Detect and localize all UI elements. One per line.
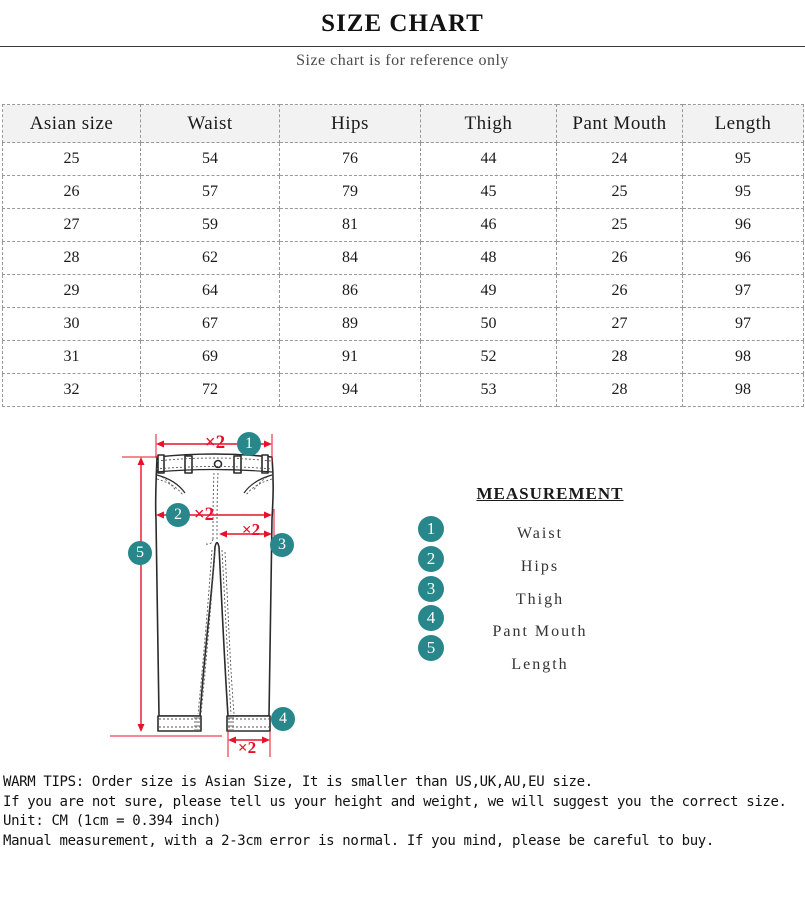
warm-tips: [3, 773, 805, 851]
pants-diagram: [100, 425, 350, 785]
column-header: Thigh: [421, 105, 557, 143]
marker-2-hips: 2: [166, 503, 190, 527]
table-row: [3, 176, 804, 209]
legend-badge-3: 3: [418, 576, 444, 602]
table-row: [3, 242, 804, 275]
table-cell: 28: [557, 374, 683, 407]
table-cell: 30: [3, 308, 141, 341]
table-cell: 25: [557, 176, 683, 209]
size-table-header: [3, 105, 804, 143]
table-cell: 24: [557, 143, 683, 176]
table-cell: 31: [3, 341, 141, 374]
pants-outline: [156, 454, 274, 731]
table-cell: 54: [141, 143, 280, 176]
legend-label: Thigh: [515, 591, 565, 608]
table-cell: 29: [3, 275, 141, 308]
table-cell: 95: [683, 176, 804, 209]
tip-line: If you are not sure, please tell us your height and weight, we will suggest you the correct size.: [3, 793, 787, 810]
column-header: Asian size: [3, 105, 141, 143]
title-divider: [0, 46, 805, 47]
table-row: [3, 374, 804, 407]
table-cell: 27: [3, 209, 141, 242]
table-cell: 98: [683, 374, 804, 407]
table-cell: 28: [3, 242, 141, 275]
legend-badge-5: 5: [418, 635, 444, 661]
table-cell: 94: [280, 374, 421, 407]
table-cell: 97: [683, 275, 804, 308]
table-row: [3, 308, 804, 341]
size-table-body: [3, 143, 804, 407]
table-cell: 25: [3, 143, 141, 176]
marker-5-length: 5: [128, 541, 152, 565]
table-cell: 45: [421, 176, 557, 209]
pants-illustration: [100, 425, 350, 785]
legend-badge-1: 1: [418, 516, 444, 542]
thigh-x2-label: ×2: [241, 520, 261, 539]
table-cell: 52: [421, 341, 557, 374]
legend-label: Pant Mouth: [492, 623, 588, 640]
pant-mouth-x2-label: ×2: [237, 738, 257, 757]
table-cell: 53: [421, 374, 557, 407]
table-cell: 26: [557, 242, 683, 275]
tip-line: WARM TIPS: Order size is Asian Size, It is smaller than US,UK,AU,EU size.: [3, 774, 593, 790]
column-header: Length: [683, 105, 804, 143]
marker-1-waist: 1: [237, 432, 261, 456]
measurement-legend-title: MEASUREMENT: [476, 484, 624, 503]
table-cell: 26: [557, 275, 683, 308]
table-cell: 49: [421, 275, 557, 308]
table-cell: 27: [557, 308, 683, 341]
table-cell: 96: [683, 209, 804, 242]
table-cell: 59: [141, 209, 280, 242]
table-cell: 98: [683, 341, 804, 374]
column-header: Pant Mouth: [557, 105, 683, 143]
table-cell: 62: [141, 242, 280, 275]
table-row: [3, 209, 804, 242]
table-row: [3, 341, 804, 374]
legend-label: Hips: [520, 558, 560, 575]
measurement-legend: [400, 470, 700, 700]
table-cell: 89: [280, 308, 421, 341]
table-row: [3, 275, 804, 308]
table-cell: 32: [3, 374, 141, 407]
size-table: [2, 104, 804, 407]
page-title: SIZE CHART: [321, 10, 484, 37]
table-cell: 96: [683, 242, 804, 275]
marker-4-pant-mouth: 4: [271, 707, 295, 731]
table-cell: 69: [141, 341, 280, 374]
legend-label: Length: [511, 656, 569, 673]
marker-3-thigh: 3: [270, 533, 294, 557]
tip-line: Manual measurement, with a 2-3cm error is normal. If you mind, please be careful to buy.: [3, 832, 714, 849]
column-header: Hips: [280, 105, 421, 143]
column-header: Waist: [141, 105, 280, 143]
table-cell: 67: [141, 308, 280, 341]
tip-line: Unit: CM (1cm = 0.394 inch): [3, 813, 222, 829]
hips-x2-label: ×2: [193, 504, 215, 525]
table-cell: 84: [280, 242, 421, 275]
table-cell: 48: [421, 242, 557, 275]
table-cell: 95: [683, 143, 804, 176]
legend-badge-4: 4: [418, 605, 444, 631]
table-cell: 76: [280, 143, 421, 176]
table-cell: 97: [683, 308, 804, 341]
table-cell: 57: [141, 176, 280, 209]
table-cell: 50: [421, 308, 557, 341]
legend-badge-2: 2: [418, 546, 444, 572]
header-row: [3, 105, 804, 143]
legend-label: Waist: [516, 525, 564, 542]
table-cell: 26: [3, 176, 141, 209]
table-cell: 44: [421, 143, 557, 176]
table-cell: 28: [557, 341, 683, 374]
table-cell: 72: [141, 374, 280, 407]
table-cell: 25: [557, 209, 683, 242]
table-cell: 79: [280, 176, 421, 209]
table-cell: 46: [421, 209, 557, 242]
table-row: [3, 143, 804, 176]
table-cell: 81: [280, 209, 421, 242]
table-cell: 91: [280, 341, 421, 374]
table-cell: 86: [280, 275, 421, 308]
waist-x2-label: ×2: [204, 432, 226, 453]
table-cell: 64: [141, 275, 280, 308]
page-subtitle: Size chart is for reference only: [296, 52, 509, 69]
